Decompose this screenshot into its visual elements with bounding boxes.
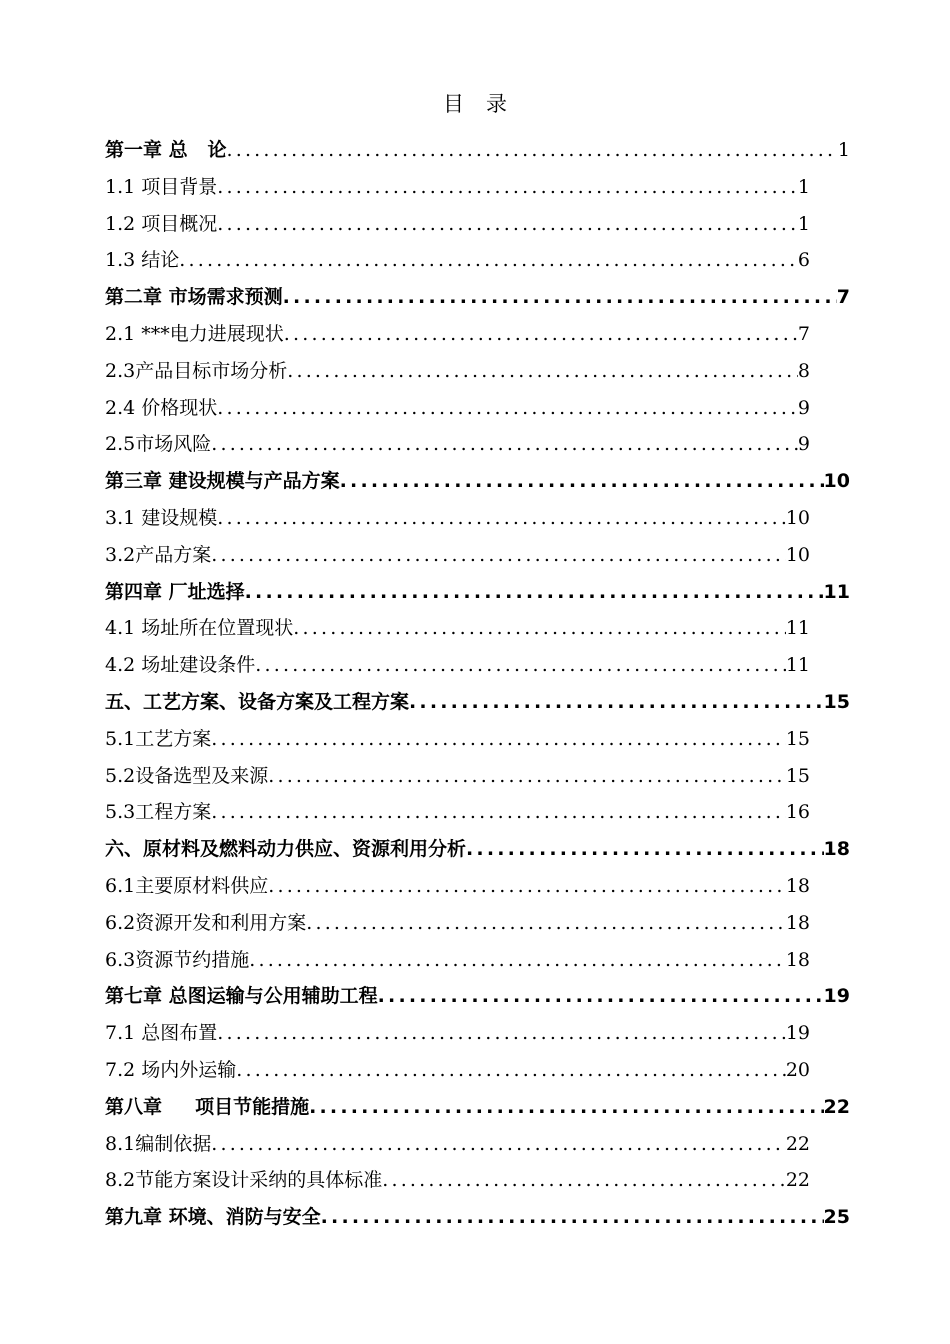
table-of-contents [105,132,850,1236]
toc-entry-page: 11 [785,617,810,640]
toc-entry-label: 1.3 结论 [105,249,180,272]
toc-entry-section[interactable] [105,169,850,206]
toc-entry-label: 5.1工艺方案 [105,727,212,750]
toc-title-left: 目 [443,92,464,116]
toc-entry-label: 6.2资源开发和利用方案 [105,911,307,934]
toc-entry-chapter[interactable] [105,684,850,721]
toc-title [0,88,950,120]
toc-entry-section[interactable] [105,426,850,463]
toc-dot-leader [211,537,786,574]
toc-entry-page: 11 [823,580,850,603]
toc-entry-label: 3.1 建设规模 [105,506,218,529]
toc-entry-label: 2.4 价格现状 [105,396,218,419]
toc-entry-label: 5.3工程方案 [105,801,212,824]
toc-title-right: 录 [486,92,507,116]
toc-entry-page: 15 [785,764,810,787]
toc-entry-section[interactable] [105,610,850,647]
toc-entry-page: 1 [797,175,810,198]
toc-entry-label: 3.2产品方案 [105,543,212,566]
toc-entry-section[interactable] [105,537,850,574]
toc-entry-page: 1 [837,139,850,161]
toc-dot-leader [226,132,837,169]
toc-entry-label: 6.3资源节约措施 [105,948,250,971]
toc-dot-leader [283,279,837,316]
toc-dot-leader [217,390,798,427]
toc-entry-label: 4.1 场址所在位置现状 [105,617,294,640]
toc-entry-section[interactable] [105,1126,850,1163]
toc-dot-leader [287,353,798,390]
toc-entry-label: 8.2节能方案设计采纳的具体标准 [105,1169,383,1192]
toc-dot-leader [268,758,786,795]
toc-entry-page: 10 [785,543,810,566]
toc-entry-label: 1.2 项目概况 [105,212,218,235]
toc-entry-chapter[interactable] [105,463,850,500]
toc-entry-section[interactable] [105,794,850,831]
toc-entry-section[interactable] [105,758,850,795]
toc-dot-leader [179,242,798,279]
toc-entry-section[interactable] [105,1162,850,1199]
toc-entry-section[interactable] [105,390,850,427]
toc-entry-section[interactable] [105,721,850,758]
toc-entry-label: 六、原材料及燃料动力供应、资源利用分析 [105,838,467,861]
toc-entry-page: 7 [797,322,810,345]
toc-entry-section[interactable] [105,1052,850,1089]
toc-entry-label: 2.1 ***电力进展现状 [105,322,284,345]
toc-dot-leader [409,684,824,721]
toc-entry-label: 1.1 项目背景 [105,175,218,198]
toc-entry-page: 9 [797,396,810,419]
toc-dot-leader [211,426,798,463]
toc-entry-label: 8.1编制依据 [105,1132,212,1155]
toc-dot-leader [217,169,798,206]
toc-entry-section[interactable] [105,905,850,942]
toc-entry-label: 第三章 建设规模与产品方案 [105,470,340,493]
toc-dot-leader [382,1162,786,1199]
toc-entry-label: 7.2 场内外运输 [105,1058,237,1081]
toc-dot-leader [255,647,786,684]
toc-dot-leader [268,868,786,905]
toc-entry-section[interactable] [105,500,850,537]
toc-dot-leader [217,206,798,243]
toc-dot-leader [217,1015,786,1052]
toc-entry-label: 第七章 总图运输与公用辅助工程 [105,985,378,1008]
toc-entry-label: 第九章 环境、消防与安全 [105,1206,321,1229]
toc-entry-section[interactable] [105,647,850,684]
toc-entry-page: 18 [785,911,810,934]
toc-dot-leader [249,942,786,979]
toc-entry-page: 22 [785,1169,810,1192]
toc-entry-label: 第一章 总 论 [105,139,227,161]
toc-entry-label: 第八章 项目节能措施 [105,1095,310,1118]
toc-entry-section[interactable] [105,242,850,279]
toc-entry-page: 22 [823,1095,850,1118]
toc-dot-leader [245,574,824,611]
toc-dot-leader [293,610,786,647]
toc-entry-page: 15 [785,727,810,750]
toc-entry-page: 18 [823,838,850,861]
toc-entry-chapter[interactable] [105,831,850,868]
toc-entry-page: 15 [823,690,850,713]
toc-dot-leader [211,794,786,831]
toc-entry-page: 18 [785,948,810,971]
toc-entry-section[interactable] [105,206,850,243]
toc-entry-chapter[interactable] [105,132,850,169]
toc-entry-section[interactable] [105,353,850,390]
toc-entry-page: 16 [785,801,810,824]
toc-dot-leader [321,1199,824,1236]
toc-entry-section[interactable] [105,1015,850,1052]
toc-entry-section[interactable] [105,316,850,353]
toc-entry-chapter[interactable] [105,279,850,316]
toc-dot-leader [378,978,824,1015]
toc-dot-leader [217,500,786,537]
toc-dot-leader [236,1052,786,1089]
toc-entry-page: 10 [785,506,810,529]
toc-entry-page: 7 [836,286,850,309]
toc-entry-label: 五、工艺方案、设备方案及工程方案 [105,690,410,713]
toc-entry-page: 10 [823,470,850,493]
toc-entry-label: 第四章 厂址选择 [105,580,245,603]
toc-entry-section[interactable] [105,868,850,905]
toc-entry-chapter[interactable] [105,1089,850,1126]
toc-dot-leader [309,1089,823,1126]
toc-entry-page: 8 [797,359,810,382]
toc-entry-chapter[interactable] [105,1199,850,1236]
toc-dot-leader [211,1126,786,1163]
toc-dot-leader [306,905,786,942]
toc-entry-chapter[interactable] [105,574,850,611]
toc-entry-page: 9 [797,433,810,456]
toc-entry-page: 11 [785,654,810,677]
toc-entry-page: 19 [823,985,850,1008]
toc-entry-page: 6 [797,249,810,272]
toc-entry-section[interactable] [105,942,850,979]
toc-entry-label: 4.2 场址建设条件 [105,654,256,677]
toc-entry-page: 18 [785,874,810,897]
toc-dot-leader [284,316,798,353]
toc-entry-page: 19 [785,1022,810,1045]
toc-dot-leader [340,463,824,500]
toc-entry-page: 22 [785,1132,810,1155]
toc-entry-chapter[interactable] [105,978,850,1015]
toc-entry-label: 第二章 市场需求预测 [105,286,283,309]
toc-entry-label: 2.5市场风险 [105,433,212,456]
toc-entry-label: 6.1主要原材料供应 [105,874,269,897]
toc-entry-page: 25 [823,1206,850,1229]
toc-entry-label: 5.2设备选型及来源 [105,764,269,787]
toc-entry-page: 20 [785,1058,810,1081]
toc-entry-label: 7.1 总图布置 [105,1022,218,1045]
toc-dot-leader [466,831,824,868]
toc-dot-leader [211,721,786,758]
toc-entry-label: 2.3产品目标市场分析 [105,359,288,382]
toc-entry-page: 1 [797,212,810,235]
